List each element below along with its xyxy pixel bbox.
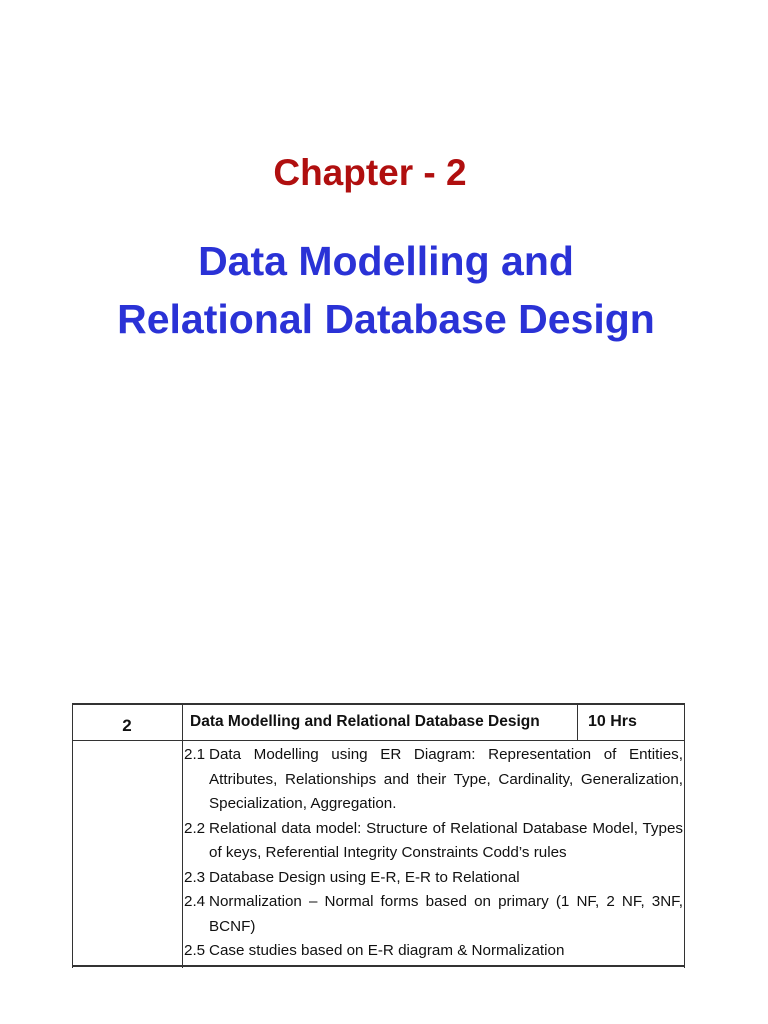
chapter-title-line-2: Relational Database Design — [117, 296, 655, 342]
topic-text: Relational data model: Structure of Relational Database Model, Types of keys, Referential Integrity Constraints Codd’s rules — [209, 819, 683, 861]
table-column-divider — [182, 703, 183, 968]
topic-item — [184, 743, 683, 817]
topic-item — [184, 939, 683, 964]
topic-number: 2.5 — [184, 942, 206, 959]
chapter-title-line-1: Data Modelling and — [198, 238, 574, 284]
topic-number: 2.4 — [184, 893, 206, 910]
topic-number: 2.2 — [184, 819, 206, 837]
topic-item — [184, 817, 683, 866]
topic-number: 2.1 — [184, 746, 206, 763]
table-right-border — [684, 703, 685, 968]
topic-text: Data Modelling using ER Diagram: Representation of Entities, Attributes, Relationships and their Type, Cardinality, Generalization, Specialization, Aggregation. — [209, 746, 683, 812]
table-bottom-border — [72, 965, 685, 967]
topic-item — [184, 866, 683, 891]
table-hours-divider — [577, 703, 578, 740]
topic-text: Database Design using E-R, E-R to Relational — [209, 868, 520, 886]
unit-number: 2 — [122, 716, 132, 735]
topic-number: 2.3 — [184, 868, 206, 886]
topic-item — [184, 890, 683, 939]
syllabus-table — [72, 703, 685, 968]
unit-title: Data Modelling and Relational Database Design — [190, 713, 540, 730]
topic-text: Normalization – Normal forms based on primary (1 NF, 2 NF, 3NF, BCNF) — [209, 893, 683, 935]
chapter-title — [0, 232, 768, 348]
topic-list — [184, 743, 683, 964]
chapter-heading: Chapter - 2 — [273, 152, 467, 193]
table-header-divider — [72, 740, 685, 741]
topic-text: Case studies based on E-R diagram & Normalization — [209, 942, 565, 959]
table-left-border — [72, 703, 73, 968]
unit-hours: 10 Hrs — [588, 713, 637, 730]
